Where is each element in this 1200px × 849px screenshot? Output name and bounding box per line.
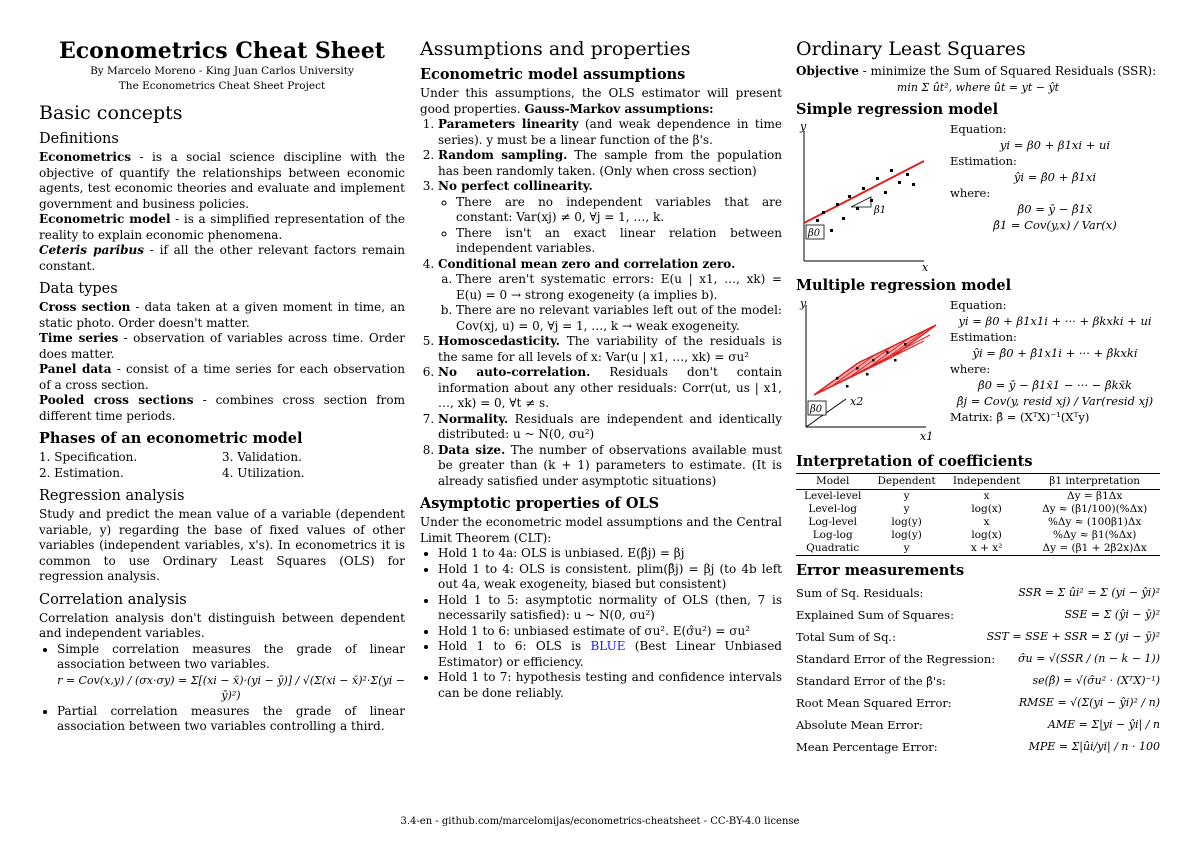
- datatype-time-series: [39, 331, 405, 362]
- subsection-regression: Regression analysis: [39, 488, 185, 504]
- term: Time series: [39, 331, 119, 345]
- error-formula: SSE = Σ (ŷi − ȳ)²: [1064, 608, 1160, 621]
- list-item: [438, 365, 782, 412]
- section-basic-concepts: Basic concepts: [39, 102, 183, 124]
- term: Ceteris paribus: [39, 243, 145, 257]
- grid-line: [854, 335, 930, 375]
- table-cell: Log-log: [812, 529, 853, 541]
- point: [894, 359, 897, 362]
- table-cell: log(y): [891, 529, 922, 541]
- list-item: • Hold 1 to 4a: OLS is unbiased. E(β̂j) = βj: [438, 546, 782, 562]
- beta0-label: β0: [808, 228, 821, 239]
- error-formula: σ̂u = √(SSR / (n − k − 1)): [1017, 652, 1160, 665]
- item-text: Simple correlation measures the grade of linear association between two variables.: [57, 641, 405, 671]
- table-cell: %Δy ≈ (100β1)Δx: [1047, 516, 1142, 528]
- interpretation-table: [796, 473, 1160, 556]
- definition-model: [39, 212, 405, 243]
- table-cell: Log-level: [808, 516, 857, 528]
- table-cell: Quadratic: [796, 542, 869, 556]
- error-label: Total Sum of Sq.:: [796, 630, 896, 644]
- datatype-panel: [39, 362, 405, 393]
- definition-text: - combines cross section from different time periods.: [39, 393, 405, 423]
- y-axis-label: y: [800, 121, 807, 133]
- equation: yi = β0 + β1x1i + ··· + βkxki + ui: [958, 314, 1152, 328]
- list-item: ◦ There are no independent variables that are constant: Var(xj) ≠ 0, ∀j = 1, …, k.: [456, 195, 782, 226]
- point: [866, 373, 869, 376]
- datatype-pooled: [39, 393, 405, 424]
- error-label: Root Mean Squared Error:: [796, 696, 952, 710]
- column-header: Model: [796, 474, 869, 490]
- list-item: [438, 334, 782, 365]
- estimation: ŷi = β̂0 + β̂1xi: [1013, 170, 1097, 184]
- gauss-markov-label: Gauss-Markov assumptions:: [524, 101, 714, 116]
- term: Panel data: [39, 362, 112, 376]
- table-cell: y: [903, 503, 910, 515]
- phase-item: 3. Validation.: [222, 450, 302, 464]
- error-row: [796, 692, 1160, 714]
- column-3: [796, 38, 1160, 758]
- list-item: • Hold 1 to 7: hypothesis testing and confidence intervals can be done reliably.: [438, 670, 782, 701]
- table-row: [796, 503, 1160, 516]
- assumptions-intro: [420, 86, 782, 117]
- y-axis-label: y: [800, 297, 807, 310]
- subsection-phases: Phases of an econometric model: [39, 430, 303, 447]
- sublist: [438, 272, 782, 334]
- item-text: The sample from the population has been randomly taken. (Only when cross section): [438, 148, 783, 178]
- table-cell: log(x): [971, 503, 1002, 515]
- item-text: The variability of the residuals is the same for all levels of x: Var(u | x1, …, xk) = σu²: [438, 334, 782, 364]
- list-item: [57, 642, 405, 704]
- section-assumptions: Assumptions and properties: [420, 38, 691, 60]
- table-cell: Δy ≈ (β1/100)(%Δx): [1042, 503, 1148, 515]
- x-axis-label: x: [922, 261, 929, 271]
- term: Homoscedasticity.: [438, 334, 560, 348]
- where-label: where:: [950, 186, 991, 200]
- scatter-points: [816, 169, 915, 232]
- point: [876, 177, 879, 180]
- item-text: (and weak dependence in time series). y must be a linear function of the β's.: [438, 117, 783, 147]
- term: Parameters linearity: [438, 117, 579, 131]
- list-item: • Hold 1 to 4: OLS is consistent. plim(β̂j) = βj (to 4b left out 4a, weak exogeneity, biased but consistent): [438, 562, 782, 593]
- point: [822, 211, 825, 214]
- error-row: [796, 626, 1160, 648]
- multiple-regression-figure: [796, 297, 946, 447]
- ols-objective-formula: min Σ ût², where ût = yt − ŷt: [896, 80, 1060, 94]
- beta1-formula: β̂1 = Cov(y,x) / Var(x): [993, 218, 1117, 232]
- definition-text: - if all the other relevant factors remain constant.: [39, 243, 405, 273]
- definition-text: - is a simplified representation of the reality to explain economic phenomena.: [39, 212, 405, 242]
- list-item: a. There aren't systematic errors: E(u | x1, …, xk) = E(u) = 0 → strong exogeneity (a implies b).: [456, 272, 782, 303]
- term: Normality.: [438, 411, 509, 426]
- table-row: [796, 529, 1160, 542]
- definition-text: - observation of variables across time. Order does matter.: [39, 331, 405, 361]
- byline-project: The Econometrics Cheat Sheet Project: [118, 80, 326, 92]
- point: [886, 351, 889, 354]
- list-item: [438, 443, 782, 490]
- table-cell: x + x²: [944, 542, 1030, 556]
- point: [848, 195, 851, 198]
- term: Pooled cross sections: [39, 393, 194, 407]
- table-cell: Level-level: [804, 490, 862, 502]
- error-row: [796, 582, 1160, 604]
- point: [836, 377, 839, 380]
- grid-line: [868, 336, 912, 368]
- simple-regression-block: [796, 121, 1160, 271]
- subsection-multiple-regression: Multiple regression model: [796, 277, 1012, 294]
- section-ols: Ordinary Least Squares: [796, 38, 1026, 60]
- term: Cross section: [39, 300, 131, 314]
- table-header: [796, 474, 1160, 490]
- datatype-cross-section: [39, 300, 405, 331]
- beta0-label: β0: [810, 404, 823, 415]
- betaj-formula: β̂j = Cov(y, resid xj) / Var(resid xj): [956, 394, 1154, 408]
- point: [884, 191, 887, 194]
- blue-highlight: BLUE: [590, 639, 626, 653]
- sublist: [438, 195, 782, 257]
- error-formula: se(β̂) = √(σ̂u² · (XᵀX)⁻¹): [1032, 674, 1160, 687]
- error-formula: AME = Σ|yi − ŷi| / n: [1047, 718, 1160, 731]
- assumptions-list: [420, 117, 782, 489]
- list-item: • Hold 1 to 5: asymptotic normality of OLS (then, 7 is necessarily satisfied): u ~ N(0, σu²): [438, 593, 782, 624]
- list-item: ◦ There isn't an exact linear relation between independent variables.: [456, 226, 782, 257]
- phases-list: [39, 450, 405, 481]
- column-header: β1 interpretation: [1029, 474, 1160, 490]
- phase-item: 1. Specification.: [39, 450, 138, 464]
- point: [856, 367, 859, 370]
- point: [906, 173, 909, 176]
- definition-ceteris-paribus: [39, 243, 405, 274]
- slope-triangle: [851, 197, 871, 207]
- point: [836, 203, 839, 206]
- multiple-regression-equations: [946, 297, 1160, 447]
- term: No auto-correlation.: [438, 365, 591, 379]
- item-text: - minimize the Sum of Squared Residuals (SSR):: [858, 64, 1157, 78]
- subsection-definitions: Definitions: [39, 131, 119, 147]
- definition-text: - is a social science discipline with the objective of quantify the relationships between economic agents, test economic theories and evaluate and implement government and business policies.: [39, 150, 405, 211]
- table-cell: log(x): [971, 529, 1002, 541]
- byline-author: By Marcelo Moreno - King Juan Carlos University: [90, 65, 354, 77]
- correlation-list: [39, 642, 405, 735]
- definition-econometrics: [39, 150, 405, 212]
- point: [842, 217, 845, 220]
- table-cell: log(y): [891, 516, 922, 528]
- equation-label: Equation:: [950, 298, 1007, 312]
- table-row: [796, 542, 1160, 556]
- table-cell: Δy = β1Δx: [1067, 490, 1123, 502]
- definition-text: - data taken at a given moment in time, an static photo. Order doesn't matter.: [39, 300, 406, 330]
- item-text: (Best Linear Unbiased Estimator) or efficiency.: [438, 639, 782, 669]
- point: [830, 229, 833, 232]
- correlation-text: Correlation analysis don't distinguish between dependent and independent variables.: [39, 610, 405, 640]
- subsection-simple-regression: Simple regression model: [796, 101, 999, 118]
- point: [912, 183, 915, 186]
- equation: yi = β0 + β1xi + ui: [999, 138, 1111, 152]
- estimation-label: Estimation:: [950, 154, 1017, 168]
- error-formula: MPE = Σ|ûi/yi| / n · 100: [1028, 740, 1160, 753]
- error-formula: SST = SSE + SSR = Σ (yi − ȳ)²: [986, 630, 1160, 643]
- page-title: Econometrics Cheat Sheet: [59, 38, 385, 64]
- simple-regression-equations: [946, 121, 1160, 271]
- error-label: Absolute Mean Error:: [796, 718, 923, 732]
- point: [872, 359, 875, 362]
- error-formula: SSR = Σ ûi² = Σ (yi − ŷi)²: [1018, 586, 1160, 599]
- x1-axis-label: x1: [920, 430, 934, 443]
- column-header: Dependent: [869, 474, 943, 490]
- table-header-row: [796, 474, 1160, 490]
- simple-regression-figure: [796, 121, 946, 271]
- where-label: where:: [950, 362, 991, 376]
- table-cell: Level-log: [808, 503, 857, 515]
- phase-item: 2. Estimation.: [39, 465, 124, 480]
- term: Random sampling.: [438, 148, 568, 162]
- subsection-asymptotic: Asymptotic properties of OLS: [420, 495, 660, 512]
- term: Data size.: [438, 442, 506, 457]
- table-cell: x: [983, 516, 990, 528]
- footer-license: 3.4-en - github.com/marcelomijas/econometrics-cheatsheet - CC-BY-4.0 license: [400, 816, 800, 827]
- beta0-formula: β̂0 = ȳ − β̂1x̄: [1017, 202, 1093, 216]
- list-item: • Partial correlation measures the grade of linear association between two variables controlling a third.: [57, 704, 405, 735]
- list-item: [438, 257, 782, 335]
- point: [846, 385, 849, 388]
- error-row: [796, 714, 1160, 736]
- list-item: [438, 117, 782, 148]
- table-cell: x: [983, 490, 990, 502]
- subsection-error-measurements: Error measurements: [796, 562, 965, 579]
- estimation-label: Estimation:: [950, 330, 1017, 344]
- column-1: [39, 38, 405, 735]
- table-cell: y: [903, 490, 910, 502]
- grid-line: [832, 354, 876, 386]
- estimation: ŷi = β̂0 + β̂1x1i + ··· + β̂kxki: [972, 346, 1138, 360]
- point: [856, 207, 859, 210]
- column-2: [420, 38, 782, 701]
- ols-objective: [796, 64, 1160, 80]
- phase-item: 4. Utilization.: [222, 465, 305, 480]
- table-cell: y: [869, 542, 943, 556]
- error-label: Standard Error of the β̂'s:: [796, 674, 946, 688]
- list-item: [438, 412, 782, 443]
- item-text: Residuals don't contain information about any other residuals: Corr(ut, us | x1, …, xk) = 0, ∀t ≠ s.: [438, 365, 783, 410]
- asymptotic-list: [420, 546, 782, 701]
- error-label: Standard Error of the Regression:: [796, 652, 996, 666]
- error-row: [796, 648, 1160, 670]
- term: Econometrics: [39, 150, 132, 164]
- list-item: [438, 179, 782, 257]
- subsection-model-assumptions: Econometric model assumptions: [420, 66, 686, 83]
- x2-axis-label: x2: [850, 395, 864, 408]
- beta0-formula: β̂0 = ȳ − β̂1x̄1 − ··· − β̂kx̄k: [977, 378, 1133, 392]
- regression-text: Study and predict the mean value of a variable (dependent variable, y) regarding the base of fixed values of other variables (independent variables, x's). In econometrics it is common to use Ordinary Least Squares (OLS) for regression analysis.: [39, 507, 405, 583]
- table-cell: %Δy ≈ β1(%Δx): [1052, 529, 1137, 541]
- term: Objective: [796, 64, 859, 78]
- term: No perfect collinearity.: [438, 179, 593, 193]
- error-measurements-list: [796, 582, 1160, 758]
- subsection-data-types: Data types: [39, 281, 118, 297]
- definition-text: - consist of a time series for each observation of a cross section.: [39, 362, 405, 392]
- error-row: [796, 670, 1160, 692]
- list-item: b. There are no relevant variables left out of the model: Cov(xj, u) = 0, ∀j = 1, …, k → weak exogeneity.: [456, 303, 782, 334]
- beta1-label: β1: [874, 205, 887, 216]
- item-text: Hold 1 to 6: OLS is: [438, 639, 591, 653]
- table-row: [796, 490, 1160, 504]
- matrix-formula: Matrix: β̂ = (XᵀX)⁻¹(Xᵀy): [950, 410, 1090, 424]
- table-body: [796, 490, 1160, 556]
- term: Conditional mean zero and correlation zero.: [438, 256, 736, 271]
- point: [898, 181, 901, 184]
- error-formula: RMSE = √(Σ(yi − ŷi)² / n): [1018, 696, 1160, 709]
- error-row: [796, 736, 1160, 758]
- multiple-regression-block: [796, 297, 1160, 447]
- list-item: [438, 639, 782, 670]
- item-text: The number of observations available must be greater than (k + 1) parameters to estimate. (It is already satisfied under asymptotic situations): [438, 442, 782, 488]
- table-cell: Δy = (β1 + 2β2x)Δx: [1029, 542, 1160, 556]
- equation-label: Equation:: [950, 122, 1007, 136]
- subsection-interpretation: Interpretation of coefficients: [796, 453, 1033, 470]
- correlation-formula: r = Cov(x,y) / (σx·σy) = Σ[(xi − x̄)·(yi − ȳ)] / √(Σ(xi − x̄)²·Σ(yi − ȳ)²): [57, 673, 405, 702]
- table-row: [796, 516, 1160, 529]
- subsection-correlation: Correlation analysis: [39, 591, 187, 608]
- point: [816, 219, 819, 222]
- intro-text: Under this assumptions, the OLS estimator will present good properties.: [420, 86, 782, 116]
- list-item: [438, 148, 782, 179]
- error-row: [796, 604, 1160, 626]
- point: [870, 199, 873, 202]
- asymptotic-intro: Under the econometric model assumptions and the Central Limit Theorem (CLT):: [420, 515, 782, 545]
- term: Econometric model: [39, 212, 171, 226]
- error-label: Sum of Sq. Residuals:: [796, 586, 924, 600]
- error-label: Explained Sum of Squares:: [796, 608, 954, 622]
- point: [904, 343, 907, 346]
- error-label: Mean Percentage Error:: [796, 740, 938, 754]
- point: [890, 169, 893, 172]
- list-item: • Hold 1 to 6: unbiased estimate of σu². E(σ̂u²) = σu²: [438, 624, 782, 640]
- point: [862, 187, 865, 190]
- column-header: Independent: [944, 474, 1030, 490]
- item-text: Residuals are independent and identically distributed: u ~ N(0, σu²): [438, 411, 782, 441]
